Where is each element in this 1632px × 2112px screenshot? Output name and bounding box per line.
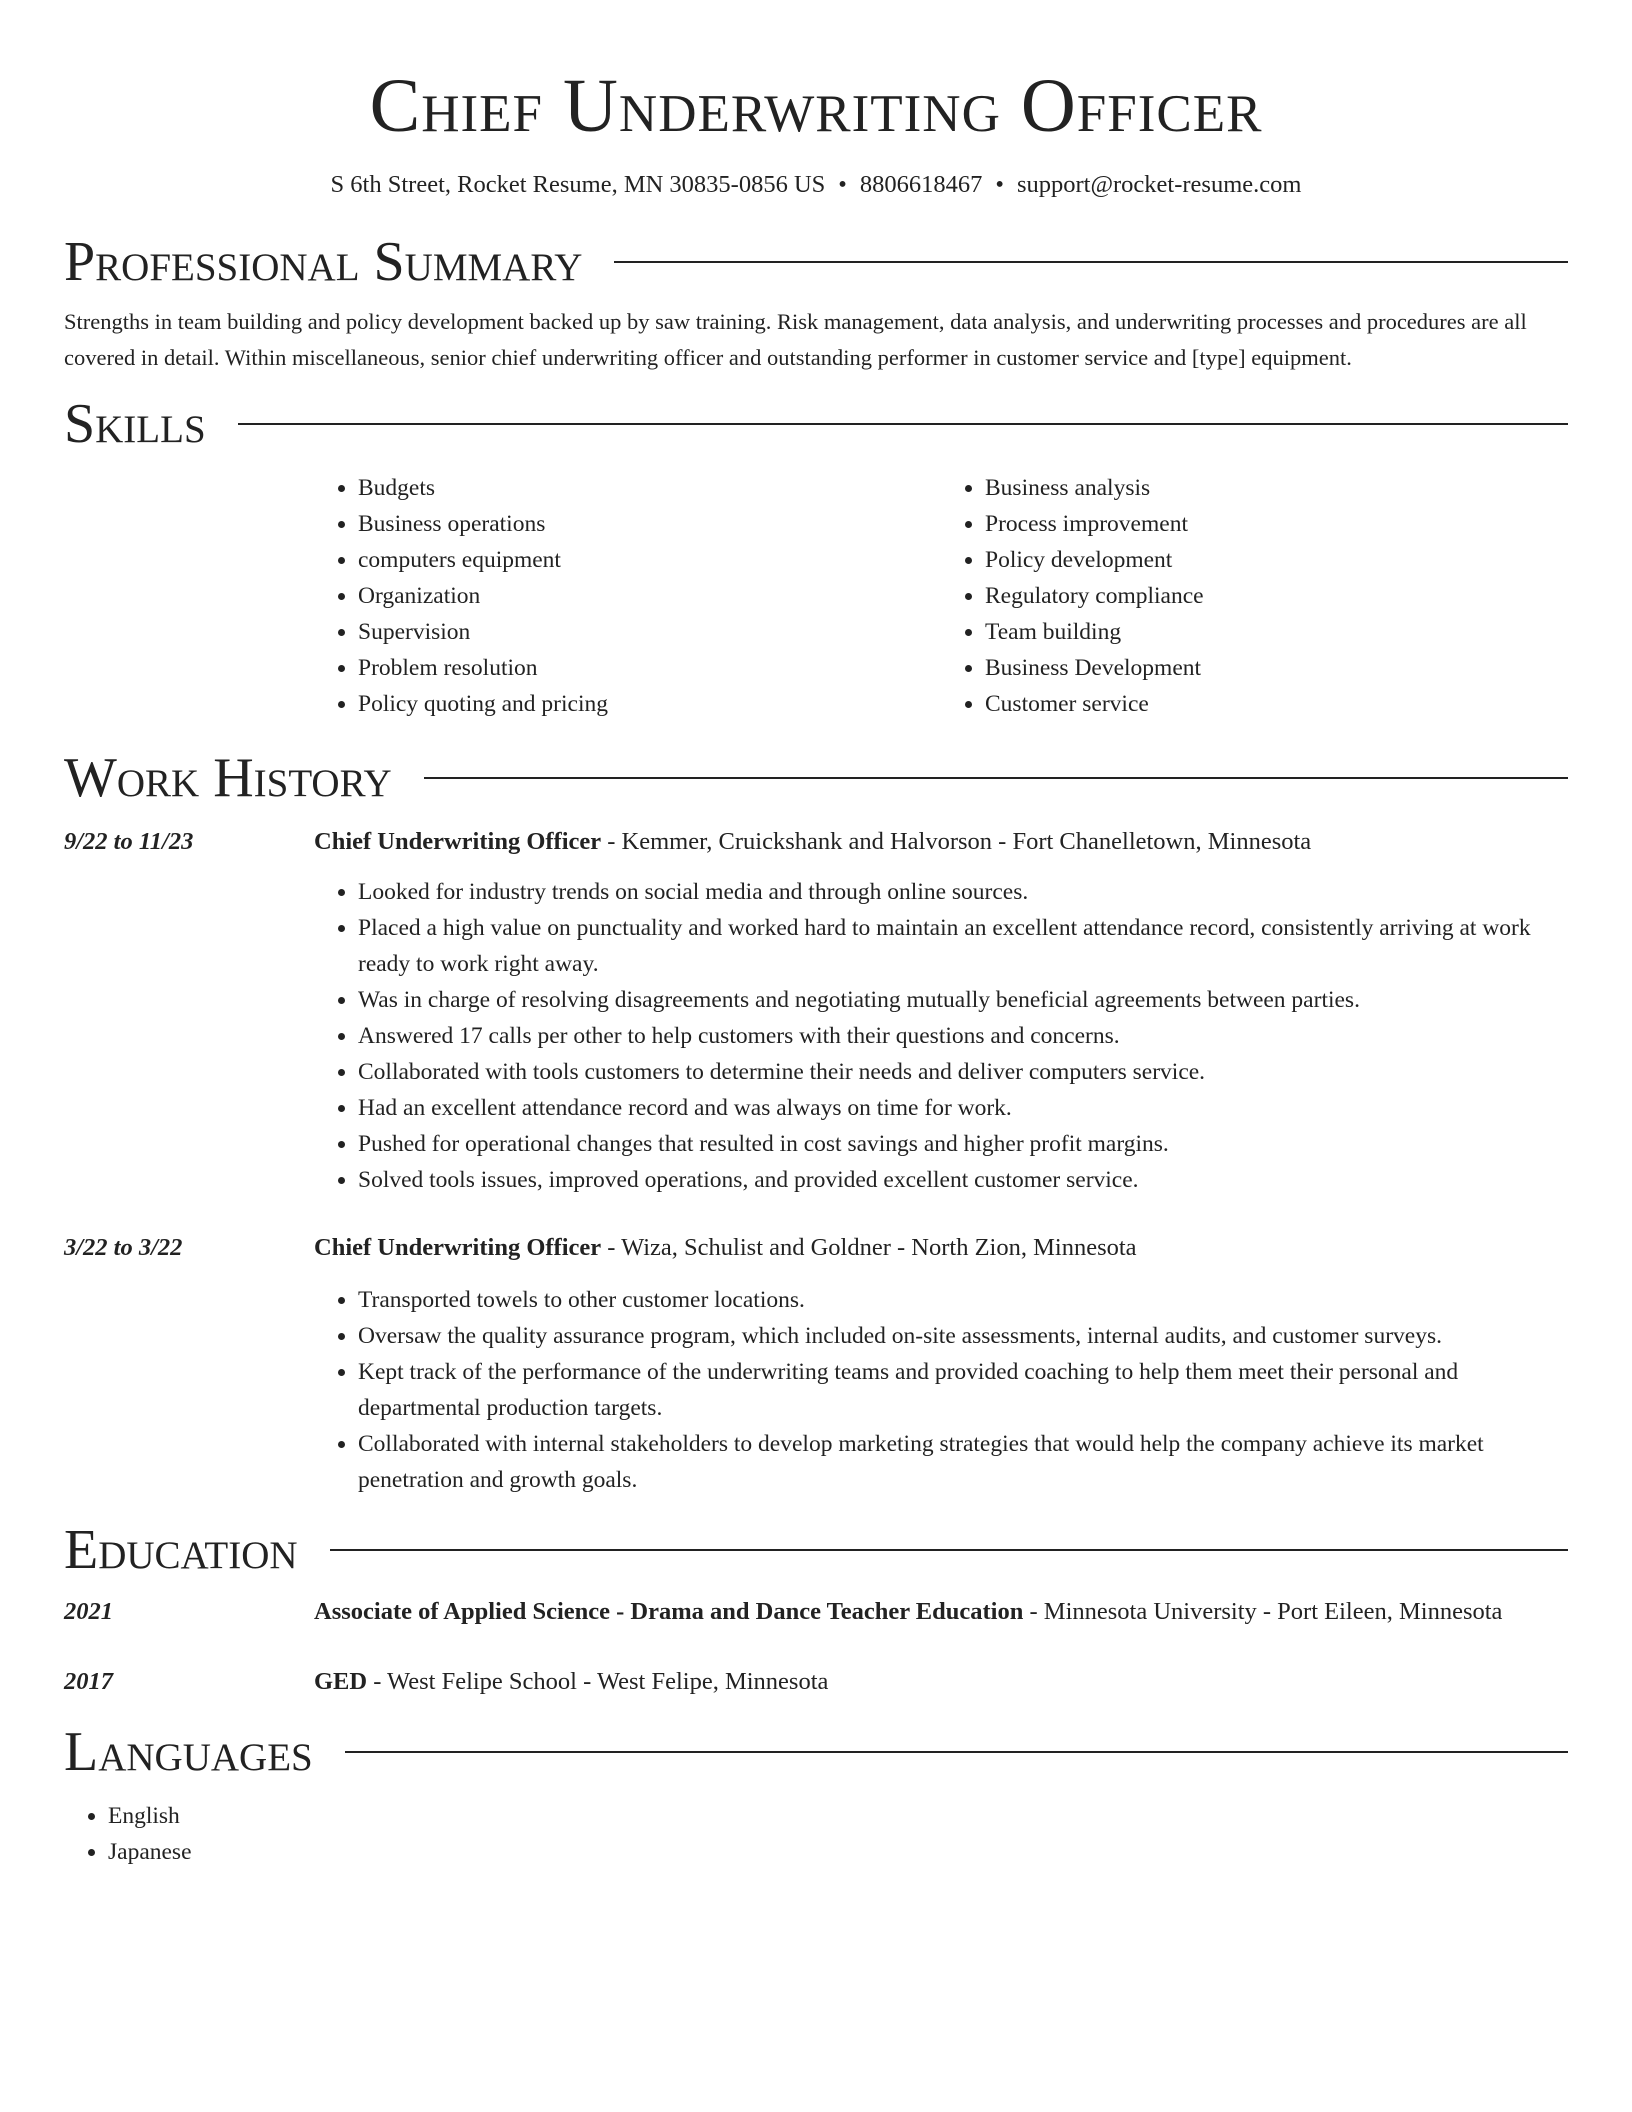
skills-column-right <box>941 470 1568 722</box>
degree-name: GED <box>314 1668 368 1695</box>
skill-item: • Budgets <box>358 470 941 506</box>
work-bullet: • Oversaw the quality assurance program, which included on-site assessments, internal audits, and customer surveys. <box>358 1318 1568 1354</box>
languages-heading: Languages <box>64 1721 313 1783</box>
work-bullets <box>314 1282 1568 1498</box>
section-divider <box>238 423 1568 425</box>
contact-separator: • <box>838 171 847 198</box>
education-heading: Education <box>64 1519 298 1581</box>
skills-list <box>314 470 1568 722</box>
contact-address: S 6th Street, Rocket Resume, MN 30835-0856 US <box>330 171 826 198</box>
resume-name: Chief Underwriting Officer <box>369 64 1263 148</box>
summary-section-header <box>64 232 1568 292</box>
job-title: Chief Underwriting Officer <box>314 1234 602 1261</box>
education-section-header <box>64 1520 1568 1580</box>
summary-heading: Professional Summary <box>64 231 583 293</box>
work-bullet: • Was in charge of resolving disagreements and negotiating mutually beneficial agreements between parties. <box>358 982 1568 1018</box>
work-title-line <box>314 1228 1568 1268</box>
skill-item: • Business Development <box>985 650 1568 686</box>
languages-list <box>64 1798 1568 1870</box>
section-divider <box>424 777 1568 779</box>
education-entry <box>64 1592 1568 1632</box>
skill-item: • Regulatory compliance <box>985 578 1568 614</box>
skill-item: • Policy development <box>985 542 1568 578</box>
contact-line <box>64 169 1568 201</box>
education-title-line <box>314 1592 1568 1632</box>
work-bullet: • Pushed for operational changes that resulted in cost savings and higher profit margins. <box>358 1126 1568 1162</box>
job-title: Chief Underwriting Officer <box>314 828 602 855</box>
languages-section-header <box>64 1722 1568 1782</box>
education-details: - West Felipe School - West Felipe, Minnesota <box>367 1668 829 1695</box>
work-bullet: • Kept track of the performance of the underwriting teams and provided coaching to help them meet their personal and departmental production targets. <box>358 1354 1568 1426</box>
work-bullet: • Placed a high value on punctuality and worked hard to maintain an excellent attendance record, consistently arriving at work ready to work right away. <box>358 910 1568 982</box>
work-bullet: • Had an excellent attendance record and was always on time for work. <box>358 1090 1568 1126</box>
skill-item: • Organization <box>358 578 941 614</box>
work-bullet: • Solved tools issues, improved operations, and provided excellent customer service. <box>358 1162 1568 1198</box>
work-bullet: • Looked for industry trends on social media and through online sources. <box>358 874 1568 910</box>
summary-text: Strengths in team building and policy development backed up by saw training. Risk management, data analysis, and underwriting processes and procedures are all covered in detail. Within miscellaneous, senior chief underwriting officer and outstanding performer in customer service and [type] equipment. <box>64 309 1527 370</box>
education-details: - Minnesota University - Port Eileen, Minnesota <box>1023 1598 1503 1625</box>
skill-item: • Problem resolution <box>358 650 941 686</box>
contact-separator: • <box>995 171 1004 198</box>
education-entry <box>64 1662 1568 1702</box>
work-date: 9/22 to 11/23 <box>64 828 194 855</box>
job-details: - Kemmer, Cruickshank and Halvorson - Fort Chanelletown, Minnesota <box>601 828 1312 855</box>
work-bullets <box>314 874 1568 1198</box>
skill-item: • Process improvement <box>985 506 1568 542</box>
language-item: • Japanese <box>108 1834 1568 1870</box>
skills-heading: Skills <box>64 393 206 455</box>
education-title-line <box>314 1662 1568 1702</box>
skill-item: • Customer service <box>985 686 1568 722</box>
work-entry <box>64 822 1568 1198</box>
work-heading: Work History <box>64 747 392 809</box>
skill-item: • Supervision <box>358 614 941 650</box>
education-date: 2017 <box>64 1668 113 1695</box>
work-entry <box>64 1228 1568 1498</box>
section-divider <box>614 261 1568 263</box>
degree-name: Associate of Applied Science - Drama and Dance Teacher Education <box>314 1598 1024 1625</box>
skills-column-left <box>314 470 941 722</box>
skill-item: • Business operations <box>358 506 941 542</box>
education-date: 2021 <box>64 1598 113 1625</box>
work-bullet: • Collaborated with tools customers to determine their needs and deliver computers service. <box>358 1054 1568 1090</box>
skill-item: • Team building <box>985 614 1568 650</box>
skill-item: • Business analysis <box>985 470 1568 506</box>
work-bullet: • Collaborated with internal stakeholders to develop marketing strategies that would help the company achieve its market penetration and growth goals. <box>358 1426 1568 1498</box>
work-date: 3/22 to 3/22 <box>64 1234 183 1261</box>
section-divider <box>345 1751 1568 1753</box>
language-item: • English <box>108 1798 1568 1834</box>
section-divider <box>330 1549 1568 1551</box>
work-bullet: • Transported towels to other customer locations. <box>358 1282 1568 1318</box>
contact-phone: 8806618467 <box>859 171 983 198</box>
contact-email: support@rocket-resume.com <box>1016 171 1302 198</box>
work-title-line <box>314 822 1568 862</box>
skill-item: • computers equipment <box>358 542 941 578</box>
work-bullet: • Answered 17 calls per other to help customers with their questions and concerns. <box>358 1018 1568 1054</box>
work-section-header <box>64 748 1568 808</box>
skills-section-header <box>64 394 1568 454</box>
job-details: - Wiza, Schulist and Goldner - North Zion, Minnesota <box>601 1234 1137 1261</box>
skill-item: • Policy quoting and pricing <box>358 686 941 722</box>
